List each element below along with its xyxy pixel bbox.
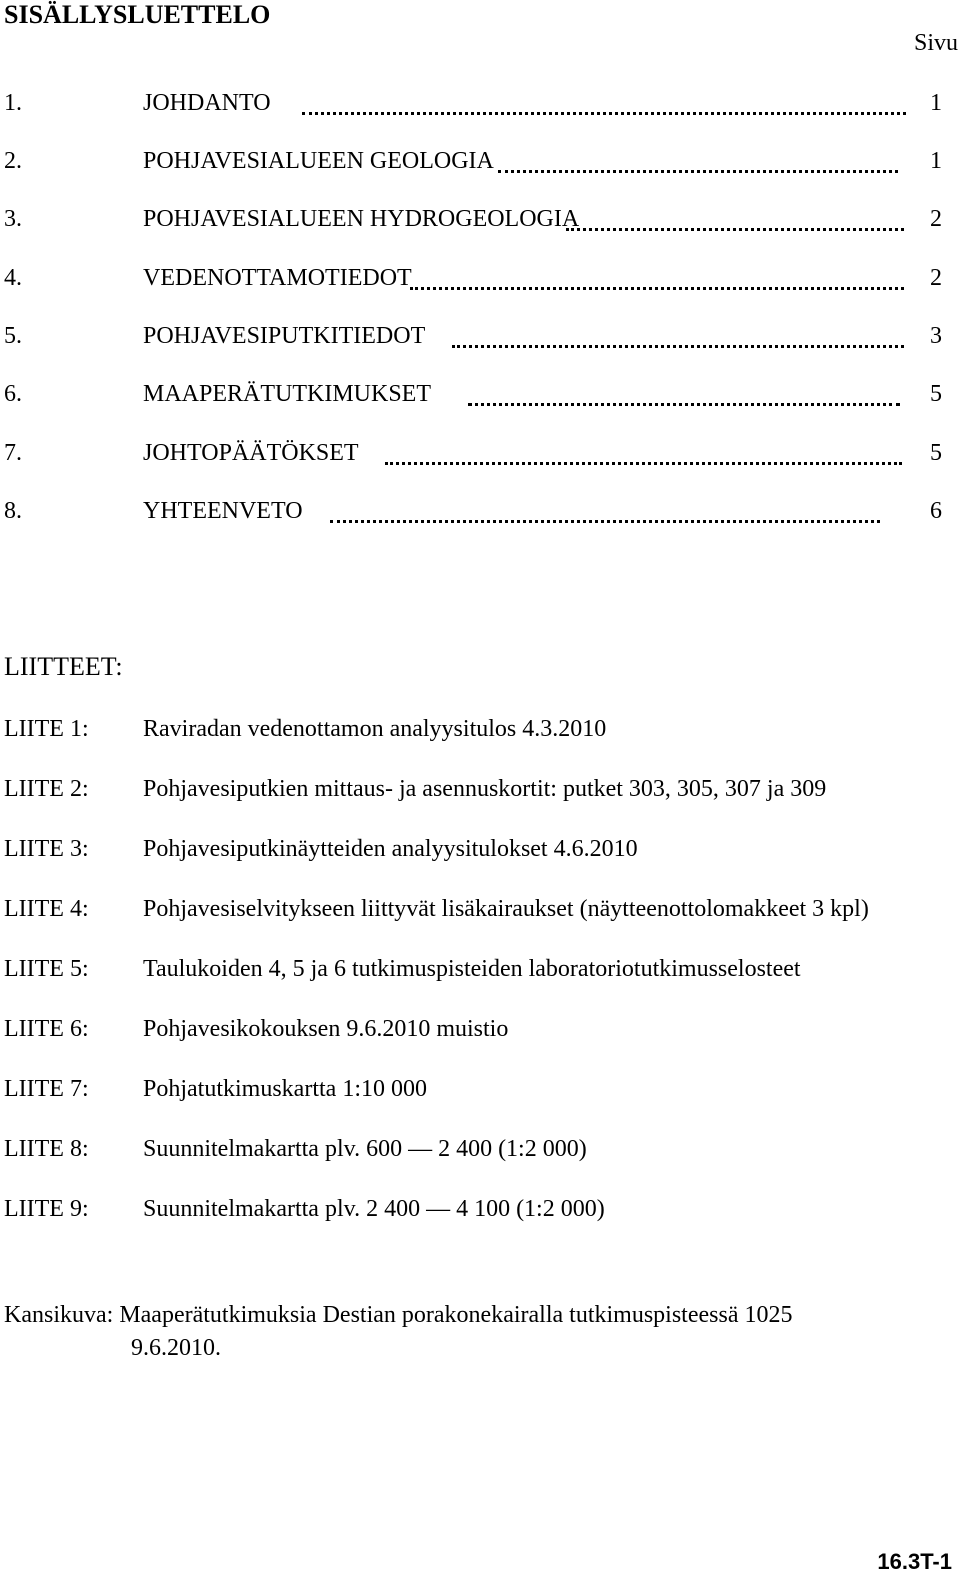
cover-caption-line-1: Kansikuva: Maaperätutkimuksia Destian porakonekairalla tutkimuspisteessä 1025 [4, 1302, 793, 1328]
toc-item-4-leader [410, 281, 904, 290]
toc-item-6-label: MAAPERÄTUTKIMUKSET [143, 381, 431, 407]
appendix-5-value: Taulukoiden 4, 5 ja 6 tutkimuspisteiden laboratoriotutkimusselosteet [143, 956, 801, 982]
toc-item-2-page: 1 [930, 148, 942, 174]
toc-item-8-label: YHTEENVETO [143, 498, 303, 524]
toc-item-5-label: POHJAVESIPUTKITIEDOT [143, 323, 426, 349]
toc-item-7-number: 7. [4, 440, 22, 466]
toc-item-3-number: 3. [4, 206, 22, 232]
toc-item-4-label: VEDENOTTAMOTIEDOT [143, 265, 412, 291]
toc-item-3-label: POHJAVESIALUEEN HYDROGEOLOGIA [143, 206, 580, 232]
appendix-2-value: Pohjavesiputkien mittaus- ja asennuskortit: putket 303, 305, 307 ja 309 [143, 776, 827, 802]
appendix-5-key: LIITE 5: [4, 956, 89, 982]
toc-item-8-number: 8. [4, 498, 22, 524]
toc-item-2-number: 2. [4, 148, 22, 174]
toc-item-6-leader [468, 397, 900, 406]
appendix-9-value: Suunnitelmakartta plv. 2 400 — 4 100 (1:2 000) [143, 1196, 605, 1222]
page-column-header: Sivu [913, 30, 958, 56]
toc-item-1-leader [302, 106, 906, 115]
toc-item-2-label: POHJAVESIALUEEN GEOLOGIA [143, 148, 494, 174]
toc-item-5-number: 5. [4, 323, 22, 349]
toc-item-8-page: 6 [930, 498, 942, 524]
appendix-8-key: LIITE 8: [4, 1136, 89, 1162]
toc-item-7-leader [385, 456, 902, 465]
appendix-6-value: Pohjavesikokouksen 9.6.2010 muistio [143, 1016, 509, 1042]
appendix-1-key: LIITE 1: [4, 716, 89, 742]
toc-item-1-label: JOHDANTO [143, 90, 271, 116]
appendix-8-value: Suunnitelmakartta plv. 600 — 2 400 (1:2 000) [143, 1136, 587, 1162]
appendix-3-key: LIITE 3: [4, 836, 89, 862]
appendix-3-value: Pohjavesiputkinäytteiden analyysitulokset 4.6.2010 [143, 836, 638, 862]
appendix-9-key: LIITE 9: [4, 1196, 89, 1222]
appendix-6-key: LIITE 6: [4, 1016, 89, 1042]
appendix-7-key: LIITE 7: [4, 1076, 89, 1102]
toc-item-4-page: 2 [930, 265, 942, 291]
toc-item-5-leader [452, 339, 904, 348]
appendix-1-value: Raviradan vedenottamon analyysitulos 4.3.2010 [143, 716, 607, 742]
appendix-7-value: Pohjatutkimuskartta 1:10 000 [143, 1076, 427, 1102]
toc-item-6-page: 5 [930, 381, 942, 407]
toc-item-3-page: 2 [930, 206, 942, 232]
toc-item-5-page: 3 [930, 323, 942, 349]
toc-item-1-number: 1. [4, 90, 22, 116]
toc-item-7-label: JOHTOPÄÄTÖKSET [143, 440, 359, 466]
cover-caption-line-2: 9.6.2010. [131, 1335, 221, 1361]
appendices-title: LIITTEET: [4, 652, 123, 681]
toc-item-3-leader [566, 222, 904, 231]
toc-item-4-number: 4. [4, 265, 22, 291]
document-code: 16.3T-1 [877, 1549, 952, 1574]
toc-title: SISÄLLYSLUETTELO [4, 0, 271, 29]
toc-item-1-page: 1 [930, 90, 942, 116]
appendix-4-key: LIITE 4: [4, 896, 89, 922]
toc-item-2-leader [498, 164, 898, 173]
toc-item-8-leader [330, 514, 880, 523]
appendix-2-key: LIITE 2: [4, 776, 89, 802]
toc-item-7-page: 5 [930, 440, 942, 466]
toc-item-6-number: 6. [4, 381, 22, 407]
appendix-4-value: Pohjavesiselvitykseen liittyvät lisäkairaukset (näytteenottolomakkeet 3 kpl) [143, 896, 869, 922]
